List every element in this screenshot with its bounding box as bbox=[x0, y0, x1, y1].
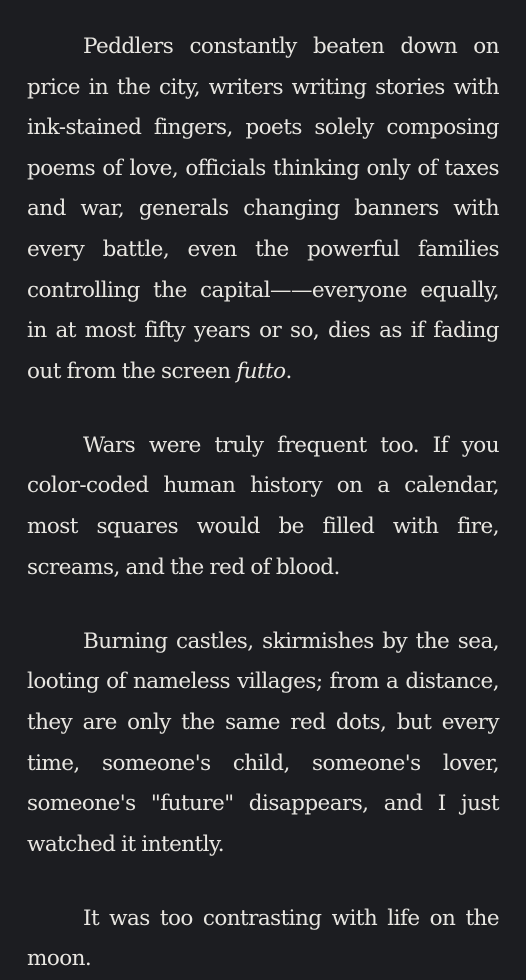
paragraph-1 bbox=[27, 27, 499, 392]
paragraph-1-text: Peddlers constantly beaten down on price in the city, writers writing stories with ink-stained fingers, poets solely composing poems of love, officials thinking only of taxes and war, generals changing banners with every battle, even the powerful families controlling the capital——everyone equally, in at most fifty years or so, dies as if fading out from the screen bbox=[27, 34, 499, 384]
paragraph-4: It was too contrasting with life on the moon. bbox=[27, 905, 499, 972]
paragraph-3: Burning castles, skirmishes by the sea, looting of nameless villages; from a distance, they are only the same red dots, but every time, someone's child, someone's lover, someone's "future" disappears, and I just watched it intently. bbox=[27, 628, 499, 857]
paragraph-2: Wars were truly frequent too. If you color-coded human history on a calendar, most squares would be filled with fire, screams, and the red of blood. bbox=[27, 432, 499, 580]
paragraph-1-end: . bbox=[285, 358, 292, 384]
reader-text-body bbox=[27, 27, 499, 980]
emphasized-word: futto bbox=[236, 358, 286, 384]
